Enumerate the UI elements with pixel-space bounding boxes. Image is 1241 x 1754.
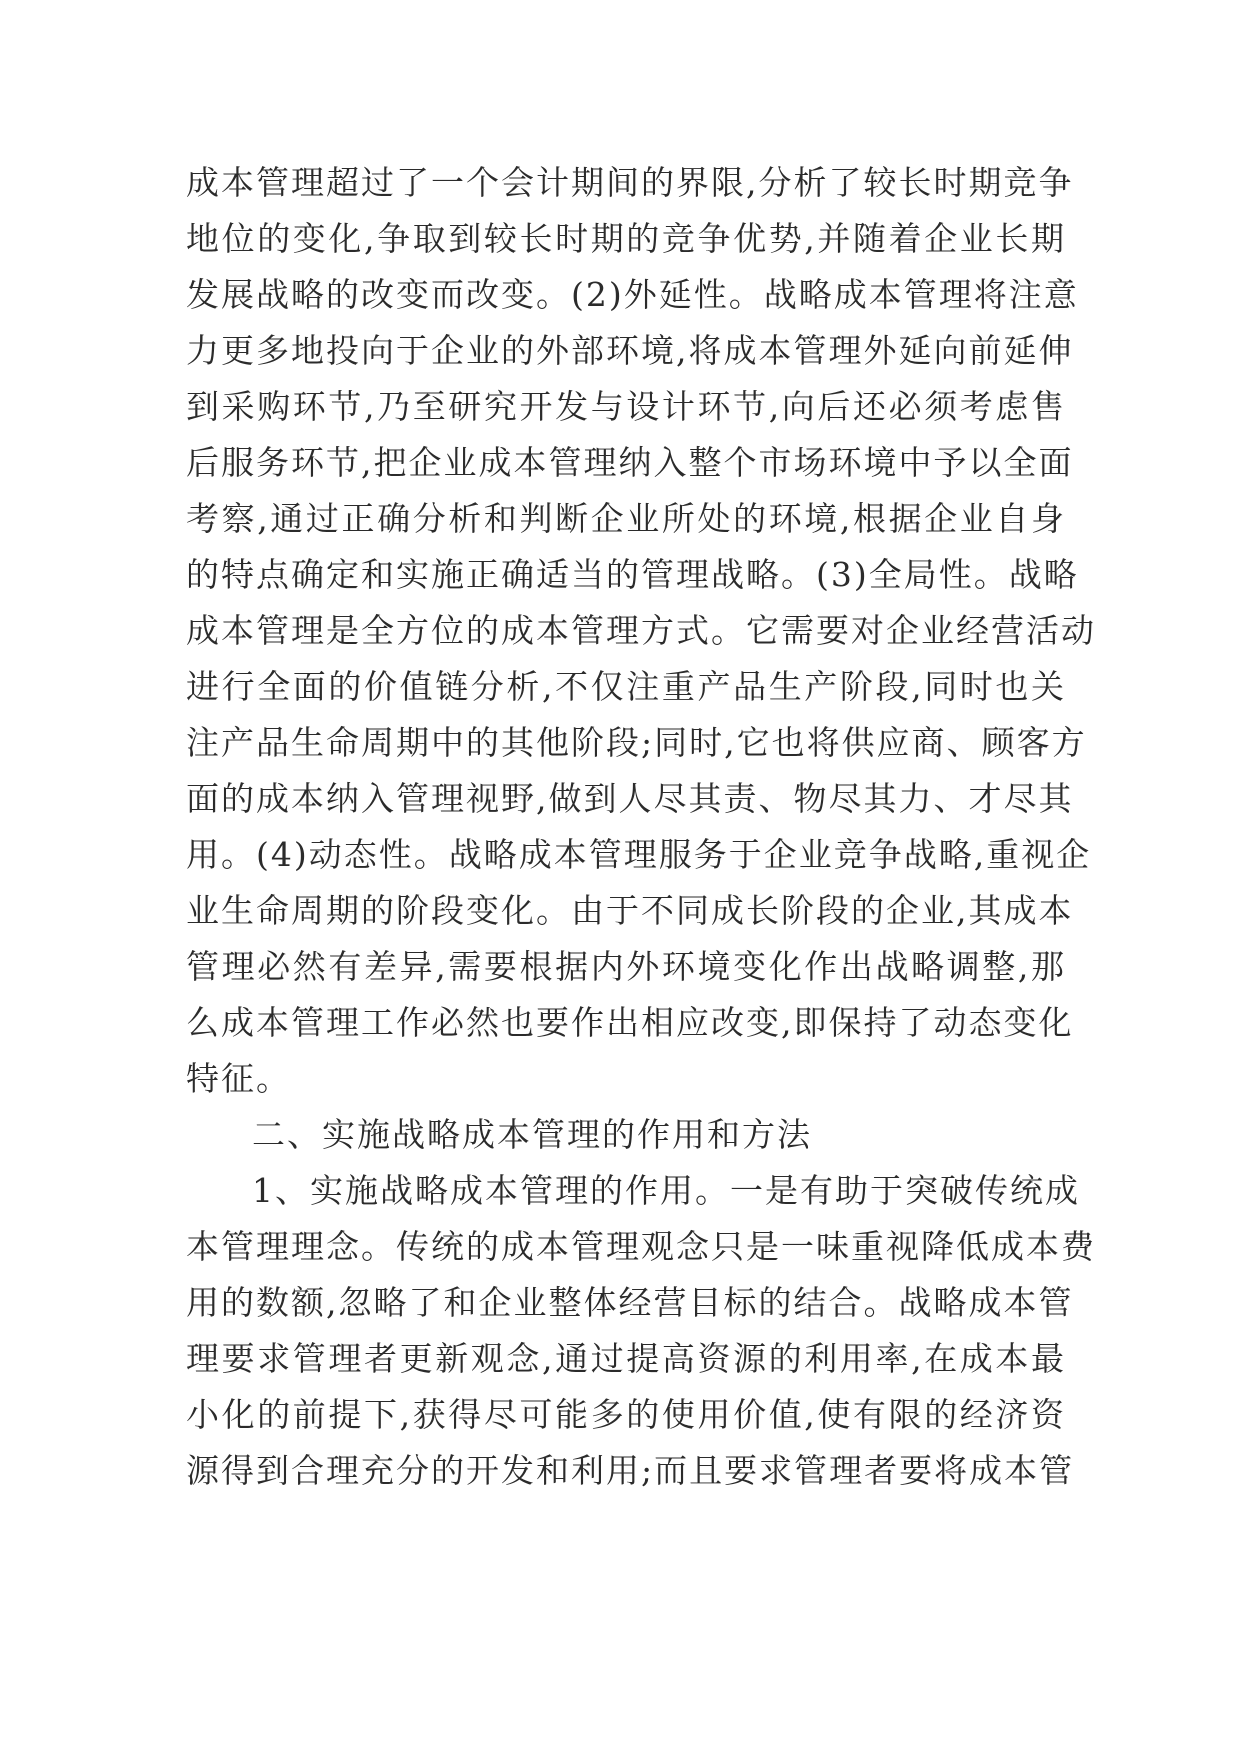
text-line: 用。(4)动态性。战略成本管理服务于企业竞争战略,重视企 [186,835,1092,874]
text-line: 管理必然有差异,需要根据内外环境变化作出战略调整,那 [186,947,1066,986]
text-line: 1、实施战略成本管理的作用。一是有助于突破传统成 [252,1171,1080,1210]
text-line: 地位的变化,争取到较长时期的竞争优势,并随着企业长期 [186,219,1066,258]
paragraph-1 [186,155,1096,1107]
text-line: 成本管理是全方位的成本管理方式。它需要对企业经营活动 [186,611,1096,650]
document-body [186,155,1096,1499]
section-heading: 二、实施战略成本管理的作用和方法 [252,1115,812,1154]
text-line: 本管理理念。传统的成本管理观念只是一味重视降低成本费 [186,1227,1096,1266]
text-line: 源得到合理充分的开发和利用;而且要求管理者要将成本管 [186,1451,1075,1490]
text-line: 后服务环节,把企业成本管理纳入整个市场环境中予以全面 [186,443,1074,482]
text-line: 进行全面的价值链分析,不仅注重产品生产阶段,同时也关 [186,667,1066,706]
text-line: 么成本管理工作必然也要作出相应改变,即保持了动态变化 [186,1003,1074,1042]
text-line: 成本管理超过了一个会计期间的界限,分析了较长时期竞争 [186,163,1074,202]
text-line: 小化的前提下,获得尽可能多的使用价值,使有限的经济资 [186,1395,1066,1434]
text-line: 到采购环节,乃至研究开发与设计环节,向后还必须考虑售 [186,387,1066,426]
text-line: 理要求管理者更新观念,通过提高资源的利用率,在成本最 [186,1339,1066,1378]
text-line: 注产品生命周期中的其他阶段;同时,它也将供应商、顾客方 [186,723,1087,762]
paragraph-2 [186,1163,1096,1499]
text-line: 特征。 [186,1059,291,1098]
text-line: 面的成本纳入管理视野,做到人尽其责、物尽其力、才尽其 [186,779,1074,818]
text-line: 力更多地投向于企业的外部环境,将成本管理外延向前延伸 [186,331,1074,370]
text-line: 业生命周期的阶段变化。由于不同成长阶段的企业,其成本 [186,891,1074,930]
text-line: 的特点确定和实施正确适当的管理战略。(3)全局性。战略 [186,555,1079,594]
text-line: 发展战略的改变而改变。(2)外延性。战略成本管理将注意 [186,275,1079,314]
text-line: 考察,通过正确分析和判断企业所处的环境,根据企业自身 [186,499,1066,538]
text-line: 用的数额,忽略了和企业整体经营目标的结合。战略成本管 [186,1283,1074,1322]
